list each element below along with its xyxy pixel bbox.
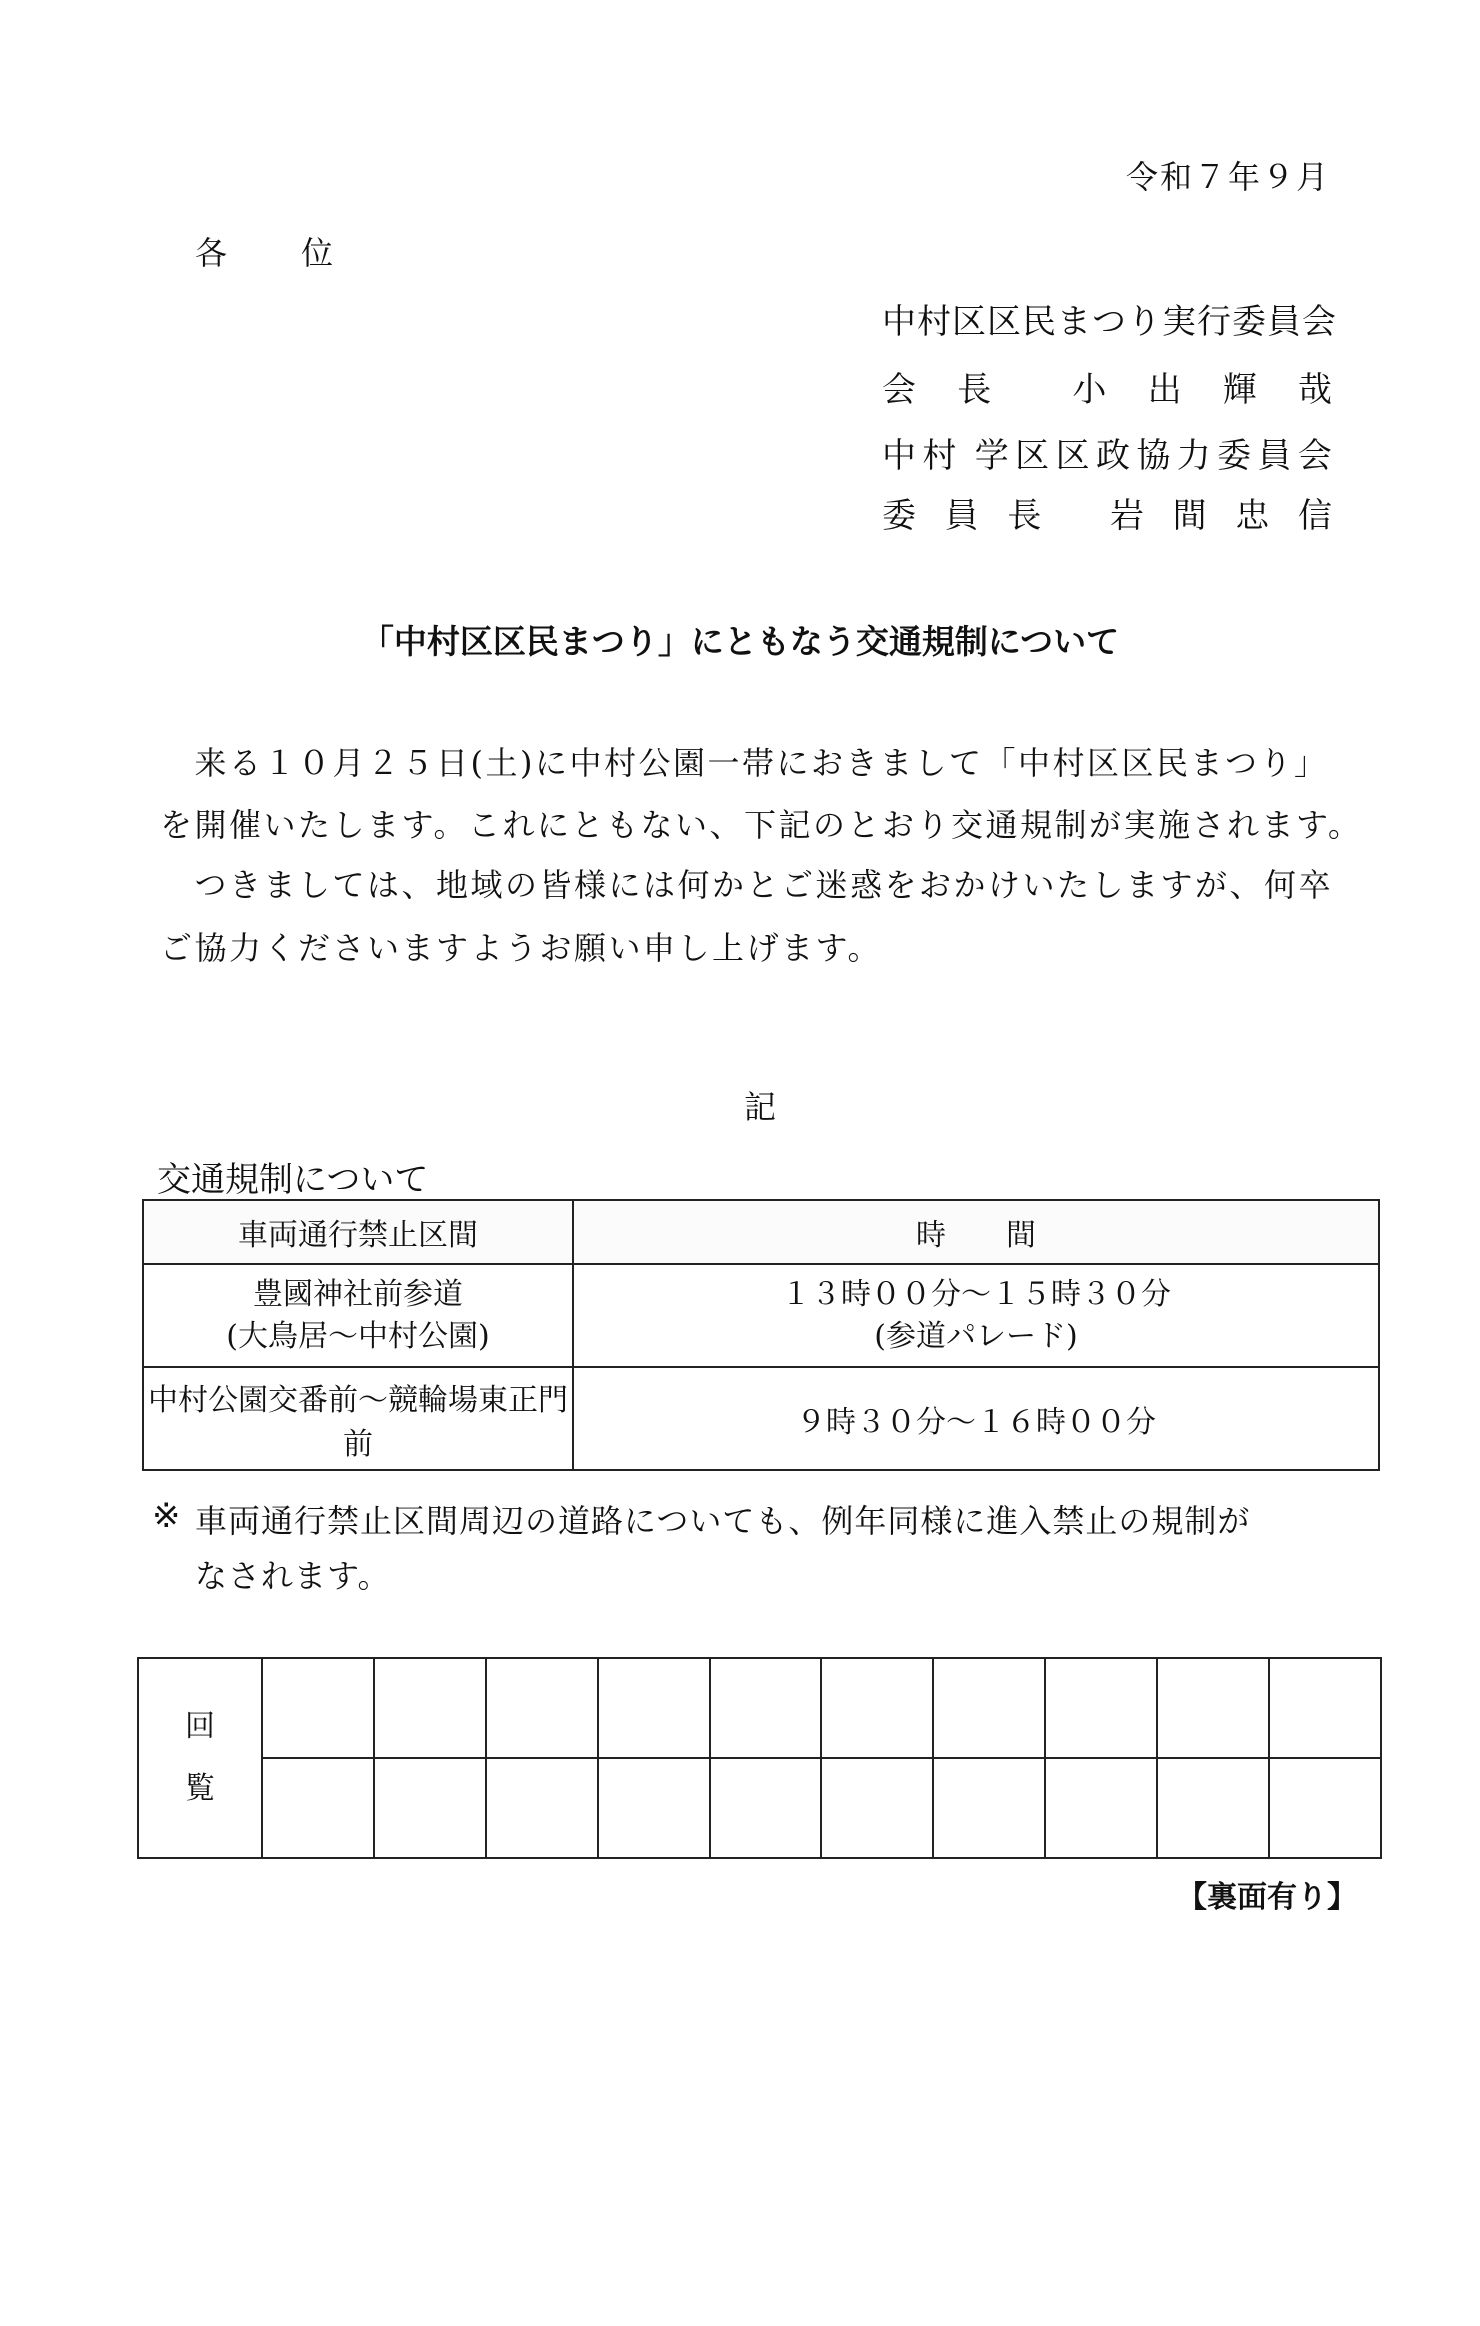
signatory-committee-1 xyxy=(882,300,1337,344)
signatory-char: 政 xyxy=(1095,436,1130,476)
signatory-chair-2 xyxy=(882,494,1332,538)
stamp-cell[interactable] xyxy=(486,1758,598,1858)
body-line: を開催いたします。これにともない、下記のとおり交通規制が実施されます。 xyxy=(160,806,1363,844)
signatory-char: 中 xyxy=(882,436,916,476)
stamp-cell[interactable] xyxy=(598,1758,710,1858)
time-range: １３時００分～１５時３０分 xyxy=(781,1276,1171,1312)
signatory-name-char: 信 xyxy=(1297,496,1332,536)
document-date: 令和７年９月 xyxy=(1125,158,1330,196)
section-cell xyxy=(143,1264,573,1367)
signatory-name-char: 小 xyxy=(1072,370,1107,410)
header-time-label: 時間 xyxy=(916,1218,1096,1253)
circulation-row xyxy=(138,1658,1381,1758)
traffic-regulation-table xyxy=(142,1199,1380,1471)
signatory-name-char: 間 xyxy=(1172,496,1207,536)
signatory-role-char: 長 xyxy=(1007,496,1042,536)
reverse-side-note: 【裏面有り】 xyxy=(1177,1880,1357,1915)
time-range: ９時３０分～１６時００分 xyxy=(796,1404,1156,1440)
time-cell xyxy=(573,1367,1379,1470)
stamp-cell[interactable] xyxy=(374,1758,486,1858)
stamp-cell[interactable] xyxy=(486,1658,598,1758)
header-section: 車両通行禁止区間 xyxy=(143,1200,573,1264)
signatory-char: 委 xyxy=(1217,436,1252,476)
signatory-char: 員 xyxy=(1257,436,1292,476)
circulation-table xyxy=(137,1657,1382,1859)
stamp-cell[interactable] xyxy=(821,1758,933,1858)
stamp-cell[interactable] xyxy=(1157,1758,1269,1858)
circulation-label-top: 回 xyxy=(185,1709,215,1744)
time-cell xyxy=(573,1264,1379,1367)
signatory-char: 区 xyxy=(1015,436,1050,476)
signatory-chair-1 xyxy=(882,368,1332,412)
section-detail: (大鳥居～中村公園) xyxy=(226,1318,490,1354)
stamp-cell[interactable] xyxy=(1045,1658,1157,1758)
ki-heading: 記 xyxy=(744,1088,777,1126)
signatory-committee-2 xyxy=(882,434,1332,478)
signatory-role-char: 長 xyxy=(957,370,992,410)
document-title: 「中村区区民まつり」にともなう交通規制について xyxy=(360,622,1120,661)
signatory-name-char: 哉 xyxy=(1297,370,1332,410)
stamp-cell[interactable] xyxy=(710,1758,822,1858)
signatory-role-char: 会 xyxy=(882,370,916,410)
addressee: 各位 xyxy=(195,234,408,272)
stamp-cell[interactable] xyxy=(710,1658,822,1758)
circulation-label xyxy=(138,1658,262,1858)
table-row xyxy=(143,1264,1379,1367)
stamp-cell[interactable] xyxy=(821,1658,933,1758)
signatory-char: 区 xyxy=(1055,436,1090,476)
signatory-char: 学 xyxy=(974,436,1009,476)
section-title: 交通規制について xyxy=(157,1160,429,1200)
signatory-role-char: 員 xyxy=(944,496,979,536)
note-line: なされます。 xyxy=(195,1557,391,1595)
section-cell xyxy=(143,1367,573,1470)
signatory-name-char: 出 xyxy=(1147,370,1182,410)
signatory-name-char: 輝 xyxy=(1222,370,1257,410)
stamp-cell[interactable] xyxy=(1045,1758,1157,1858)
signatory-name-char: 岩 xyxy=(1109,496,1144,536)
signatory-char: 力 xyxy=(1176,436,1211,476)
circulation-label-bottom: 覧 xyxy=(185,1771,215,1806)
signatory-line: 中村区区民まつり実行委員会 xyxy=(882,302,1337,342)
signatory-char: 村 xyxy=(922,436,957,476)
circulation-row xyxy=(138,1758,1381,1858)
stamp-cell[interactable] xyxy=(933,1758,1045,1858)
table-row xyxy=(143,1367,1379,1470)
signatory-char: 会 xyxy=(1297,436,1332,476)
stamp-cell[interactable] xyxy=(262,1758,374,1858)
time-detail: (参道パレード) xyxy=(874,1318,1078,1354)
note-line: 車両通行禁止区間周辺の道路についても、例年同様に進入禁止の規制が xyxy=(195,1502,1251,1540)
stamp-cell[interactable] xyxy=(1269,1658,1381,1758)
section-name: 中村公園交番前～競輪場東正門前 xyxy=(148,1382,568,1462)
stamp-cell[interactable] xyxy=(598,1658,710,1758)
body-line: 来る１０月２５日(土)に中村公園一帯におきまして「中村区区民まつり」 xyxy=(160,744,1329,782)
stamp-cell[interactable] xyxy=(1157,1658,1269,1758)
body-line: つきましては、地域の皆様には何かとご迷惑をおかけいたしますが、何卒 xyxy=(160,866,1334,904)
stamp-cell[interactable] xyxy=(262,1658,374,1758)
stamp-cell[interactable] xyxy=(374,1658,486,1758)
note-mark: ※ xyxy=(152,1496,181,1536)
table-header-row xyxy=(143,1200,1379,1264)
header-time xyxy=(573,1200,1379,1264)
section-name: 豊國神社前参道 xyxy=(253,1276,463,1312)
signatory-name-char: 忠 xyxy=(1235,496,1270,536)
stamp-cell[interactable] xyxy=(1269,1758,1381,1858)
stamp-cell[interactable] xyxy=(933,1658,1045,1758)
body-line: ご協力くださいますようお願い申し上げます。 xyxy=(160,929,882,967)
signatory-char: 協 xyxy=(1136,436,1171,476)
signatory-role-char: 委 xyxy=(882,496,916,536)
